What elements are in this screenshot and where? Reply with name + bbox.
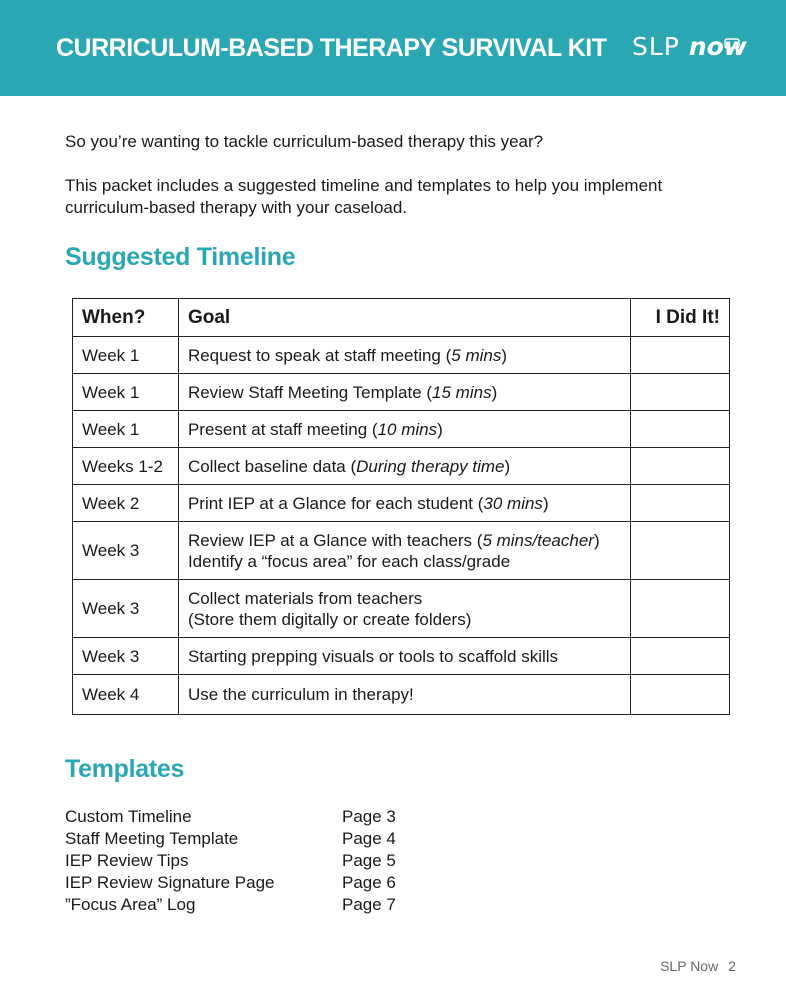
when-cell: Week 3: [73, 580, 179, 638]
table-header-row: [73, 299, 730, 337]
list-item[interactable]: [65, 872, 396, 894]
goal-cell: Use the curriculum in therapy!: [178, 675, 630, 715]
table-row: [73, 374, 730, 411]
column-header-goal: Goal: [178, 299, 630, 337]
when-cell: Week 4: [73, 675, 179, 715]
footer-brand: SLP Now: [660, 958, 719, 974]
table-row: [73, 411, 730, 448]
column-header-did-it: I Did It!: [631, 299, 730, 337]
when-cell: Week 1: [73, 337, 179, 374]
table-row: [73, 638, 730, 675]
list-item[interactable]: [65, 894, 396, 916]
did-it-checkbox-cell[interactable]: [631, 485, 730, 522]
did-it-checkbox-cell[interactable]: [631, 411, 730, 448]
when-cell: Week 3: [73, 638, 179, 675]
goal-cell: Present at staff meeting (10 mins): [178, 411, 630, 448]
logo-wordmark: SLP now: [632, 32, 747, 61]
goal-cell: Request to speak at staff meeting (5 mins): [178, 337, 630, 374]
document-title: CURRICULUM-BASED THERAPY SURVIVAL KIT: [56, 34, 607, 62]
list-item[interactable]: [65, 806, 396, 828]
did-it-checkbox-cell[interactable]: [631, 374, 730, 411]
did-it-checkbox-cell[interactable]: [631, 522, 730, 580]
table-row: [73, 580, 730, 638]
when-cell: Weeks 1-2: [73, 448, 179, 485]
page-footer: [660, 958, 736, 974]
template-name: Custom Timeline: [65, 807, 192, 826]
table-row: [73, 675, 730, 715]
table-row: [73, 485, 730, 522]
when-cell: Week 1: [73, 411, 179, 448]
goal-cell: Print IEP at a Glance for each student (30 mins): [178, 485, 630, 522]
did-it-checkbox-cell[interactable]: [631, 580, 730, 638]
template-page: Page 5: [342, 851, 396, 870]
timeline-heading: Suggested Timeline: [65, 243, 296, 271]
template-page: Page 6: [342, 873, 396, 892]
timeline-table: [72, 298, 730, 715]
when-cell: Week 1: [73, 374, 179, 411]
goal-cell: Starting prepping visuals or tools to scaffold skills: [178, 638, 630, 675]
template-page: Page 7: [342, 895, 396, 914]
table-row: [73, 522, 730, 580]
intro-question: So you’re wanting to tackle curriculum-based therapy this year?: [65, 132, 544, 151]
list-item[interactable]: [65, 850, 396, 872]
speech-bubble-icon: [724, 36, 740, 52]
goal-cell: Collect materials from teachers (Store them digitally or create folders): [178, 580, 630, 638]
table-row: [73, 448, 730, 485]
template-name: IEP Review Tips: [65, 851, 189, 870]
goal-cell: Review IEP at a Glance with teachers (5 mins/teacher) Identify a “focus area” for each class/grade: [178, 522, 630, 580]
template-name: Staff Meeting Template: [65, 829, 239, 848]
page-number: 2: [728, 958, 736, 974]
when-cell: Week 3: [73, 522, 179, 580]
templates-list: [65, 806, 396, 916]
goal-cell: Collect baseline data (During therapy time): [178, 448, 630, 485]
slp-now-logo: [632, 30, 752, 70]
template-name: ”Focus Area” Log: [65, 895, 196, 914]
table-row: [73, 337, 730, 374]
list-item[interactable]: [65, 828, 396, 850]
intro-description: This packet includes a suggested timeline and templates to help you implement curriculum-based therapy with your caseload.: [65, 176, 663, 217]
header-banner: [0, 0, 786, 96]
did-it-checkbox-cell[interactable]: [631, 337, 730, 374]
template-page: Page 4: [342, 829, 396, 848]
templates-heading: Templates: [65, 755, 185, 783]
when-cell: Week 2: [73, 485, 179, 522]
template-name: IEP Review Signature Page: [65, 873, 275, 892]
column-header-when: When?: [73, 299, 179, 337]
goal-cell: Review Staff Meeting Template (15 mins): [178, 374, 630, 411]
did-it-checkbox-cell[interactable]: [631, 675, 730, 715]
template-page: Page 3: [342, 807, 396, 826]
did-it-checkbox-cell[interactable]: [631, 638, 730, 675]
did-it-checkbox-cell[interactable]: [631, 448, 730, 485]
